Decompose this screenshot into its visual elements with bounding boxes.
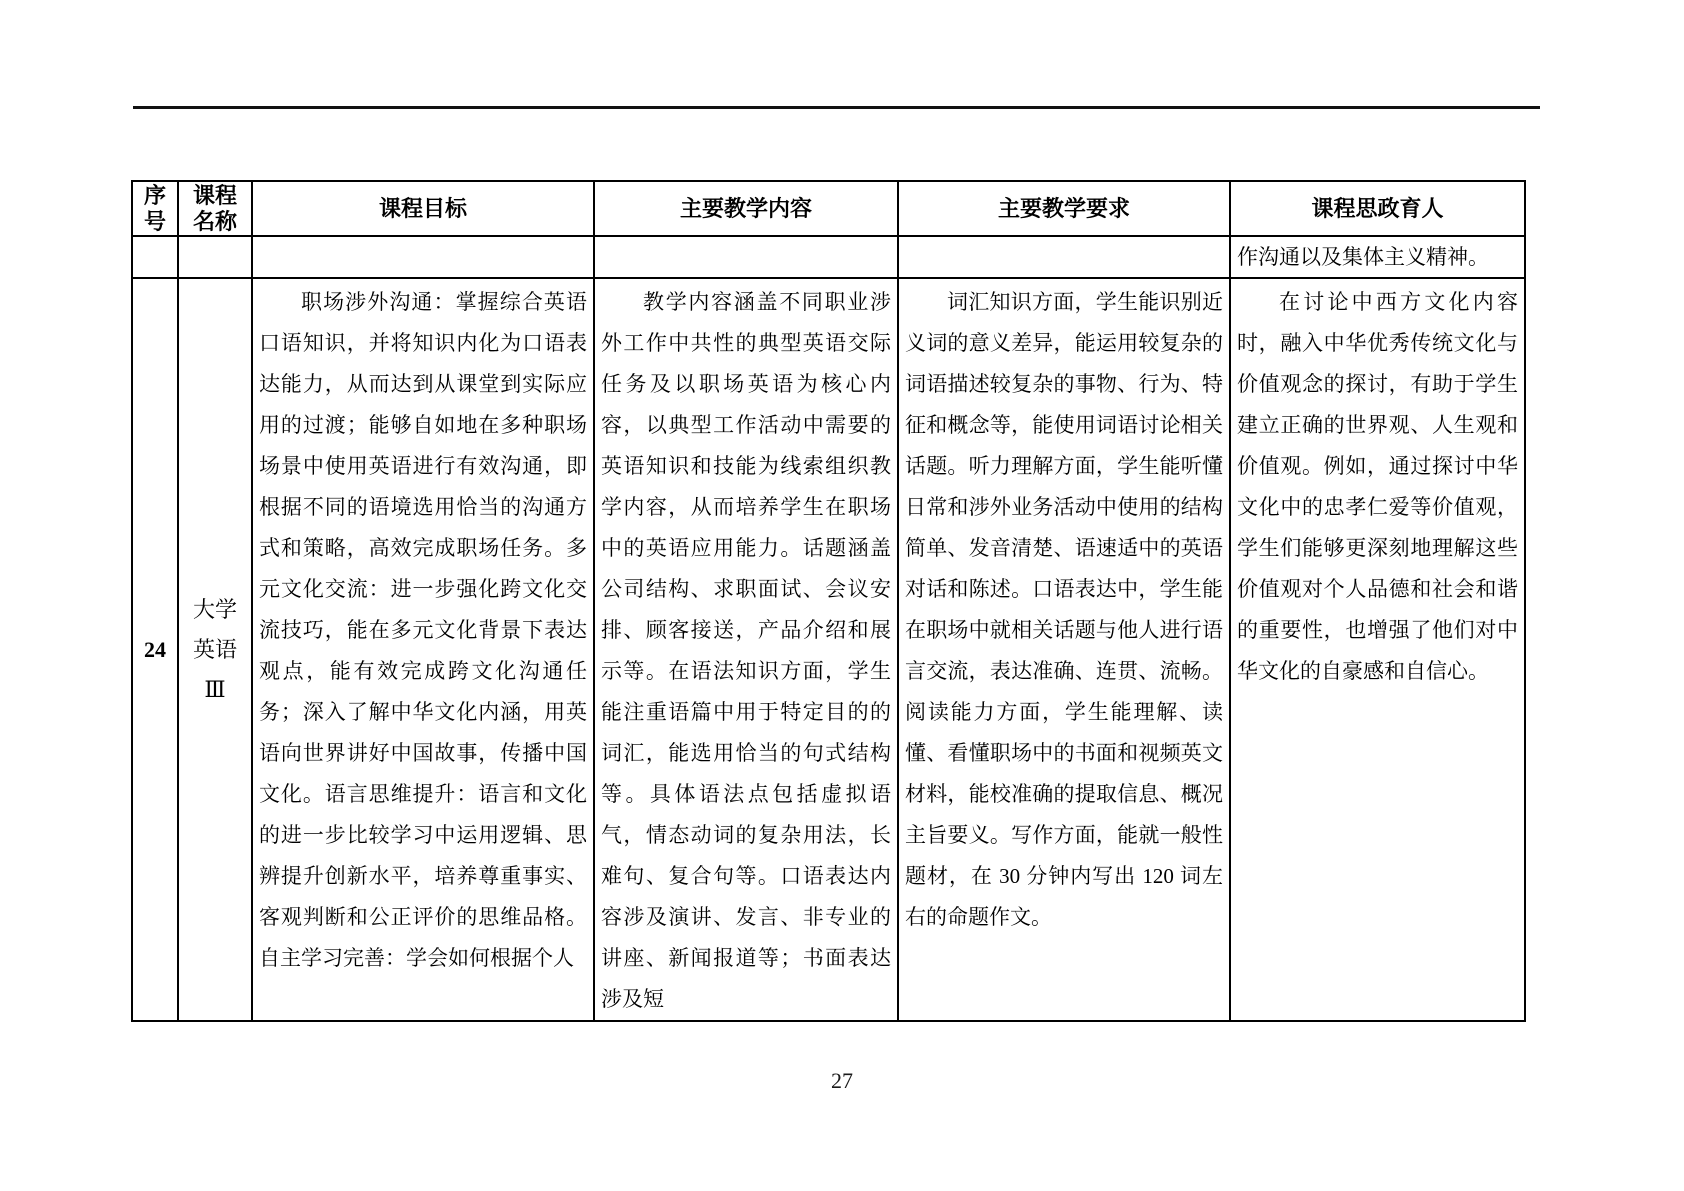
- empty-cell: [132, 236, 178, 278]
- course-index-cell: 24: [132, 278, 178, 1021]
- carryover-row: [132, 236, 1525, 278]
- empty-cell: [252, 236, 594, 278]
- header-index: 序号: [132, 181, 178, 236]
- header-rule: [133, 106, 1540, 109]
- header-teaching-content: 主要教学内容: [594, 181, 898, 236]
- empty-cell: [594, 236, 898, 278]
- course-table: [131, 180, 1526, 1022]
- course-row-24: [132, 278, 1525, 1021]
- course-name-cell: 大学英语Ⅲ: [178, 278, 252, 1021]
- header-course-name: 课程名称: [178, 181, 252, 236]
- header-ideology-education: 课程思政育人: [1230, 181, 1525, 236]
- header-teaching-requirements: 主要教学要求: [898, 181, 1230, 236]
- header-course-objectives: 课程目标: [252, 181, 594, 236]
- course-objectives-cell: 职场涉外沟通：掌握综合英语口语知识，并将知识内化为口语表达能力，从而达到从课堂到实际应用的过渡；能够自如地在多种职场场景中使用英语进行有效沟通，即根据不同的语境选用恰当的沟通方式和策略，高效完成职场任务。多元文化交流：进一步强化跨文化交流技巧，能在多元文化背景下表达观点，能有效完成跨文化沟通任务；深入了解中华文化内涵，用英语向世界讲好中国故事，传播中国文化。语言思维提升：语言和文化的进一步比较学习中运用逻辑、思辨提升创新水平，培养尊重事实、客观判断和公正评价的思维品格。自主学习完善：学会如何根据个人: [252, 278, 594, 1021]
- table-header-row: [132, 181, 1525, 236]
- page-number: 27: [831, 1068, 853, 1093]
- empty-cell: [178, 236, 252, 278]
- empty-cell: [898, 236, 1230, 278]
- teaching-requirements-cell: 词汇知识方面，学生能识别近义词的意义差异，能运用较复杂的词语描述较复杂的事物、行为、特征和概念等，能使用词语讨论相关话题。听力理解方面，学生能听懂日常和涉外业务活动中使用的结构简单、发音清楚、语速适中的英语对话和陈述。口语表达中，学生能在职场中就相关话题与他人进行语言交流，表达准确、连贯、流畅。阅读能力方面，学生能理解、读懂、看懂职场中的书面和视频英文材料，能校准确的提取信息、概况主旨要义。写作方面，能就一般性题材，在 30 分钟内写出 120 词左右的命题作文。: [898, 278, 1230, 1021]
- teaching-content-cell: 教学内容涵盖不同职业涉外工作中共性的典型英语交际任务及以职场英语为核心内容，以典型工作活动中需要的英语知识和技能为线索组织教学内容，从而培养学生在职场中的英语应用能力。话题涵盖公司结构、求职面试、会议安排、顾客接送，产品介绍和展示等。在语法知识方面，学生能注重语篇中用于特定目的的词汇，能选用恰当的句式结构等。具体语法点包括虚拟语气，情态动词的复杂用法，长难句、复合句等。口语表达内容涉及演讲、发言、非专业的讲座、新闻报道等；书面表达涉及短: [594, 278, 898, 1021]
- carryover-ideology-cell: 作沟通以及集体主义精神。: [1230, 236, 1525, 278]
- ideology-education-cell: 在讨论中西方文化内容时，融入中华优秀传统文化与价值观念的探讨，有助于学生建立正确的世界观、人生观和价值观。例如，通过探讨中华文化中的忠孝仁爱等价值观，学生们能够更深刻地理解这些价值观对个人品德和社会和谐的重要性，也增强了他们对中华文化的自豪感和自信心。: [1230, 278, 1525, 1021]
